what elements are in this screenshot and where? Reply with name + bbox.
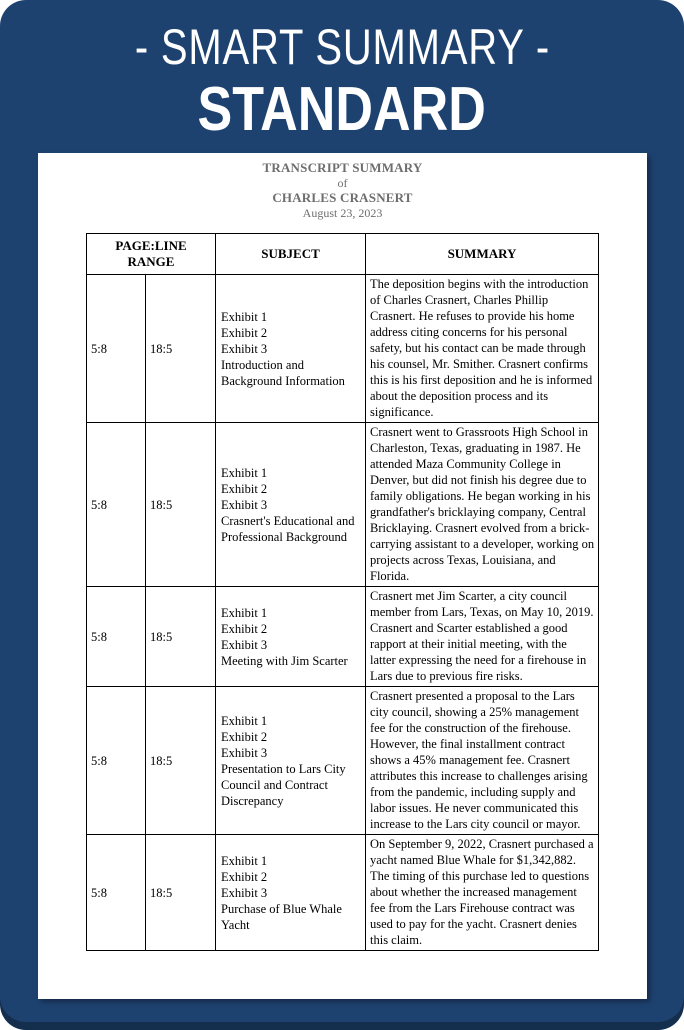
document-title-line-1: TRANSCRIPT SUMMARY	[262, 160, 423, 175]
header-page-line-range: PAGE:LINE RANGE	[87, 233, 216, 275]
banner-subtitle: - SMART SUMMARY -	[134, 19, 550, 75]
document-title-line-4: August 23, 2023	[302, 205, 383, 220]
banner	[0, 0, 684, 145]
table-header	[87, 233, 599, 275]
table-row	[87, 423, 599, 587]
subject-cell: Exhibit 1 Exhibit 2 Exhibit 3 Crasnert's Educational and Professional Background	[216, 423, 366, 587]
document-title-line-3: CHARLES CRASNERT	[272, 189, 413, 205]
page-line-end-cell: 18:5	[146, 835, 216, 951]
page-line-end-cell: 18:5	[146, 687, 216, 835]
subject-cell: Exhibit 1 Exhibit 2 Exhibit 3 Meeting with Jim Scarter	[216, 587, 366, 687]
summary-cell: Crasnert met Jim Scarter, a city council member from Lars, Texas, on May 10, 2019. Crasnert and Scarter established a good rapport at their initial meeting, with the latter expressing the need for a firehouse in Lars due to previous fire risks.	[366, 587, 599, 687]
table-body	[87, 275, 599, 951]
banner-title-row	[0, 76, 684, 145]
transcript-summary-table	[86, 233, 599, 952]
banner-subtitle-row	[0, 18, 684, 76]
document-title-block	[38, 160, 647, 220]
subject-cell: Exhibit 1 Exhibit 2 Exhibit 3 Purchase of Blue Whale Yacht	[216, 835, 366, 951]
page-line-start-cell: 5:8	[87, 835, 146, 951]
banner-title: STANDARD	[197, 75, 487, 144]
table-row	[87, 835, 599, 951]
page-line-end-cell: 18:5	[146, 423, 216, 587]
summary-cell: The deposition begins with the introduction of Charles Crasnert, Charles Phillip Crasnert. He refuses to provide his home address citing concerns for his personal safety, but his contact can be made through his counsel, Mr. Smither. Crasnert confirms this is his first deposition and he is informed about the deposition process and its significance.	[366, 275, 599, 423]
table-row	[87, 275, 599, 423]
table-header-row	[87, 233, 599, 275]
table-row	[87, 587, 599, 687]
page-line-start-cell: 5:8	[87, 423, 146, 587]
page-line-start-cell: 5:8	[87, 587, 146, 687]
page-line-start-cell: 5:8	[87, 687, 146, 835]
header-summary: SUMMARY	[366, 233, 599, 275]
summary-cell: On September 9, 2022, Crasnert purchased a yacht named Blue Whale for $1,342,882. The timing of this purchase led to questions about whether the increased management fee from the Lars Firehouse contract was used to pay for the yacht. Crasnert denies this claim.	[366, 835, 599, 951]
document-title-line-2: of	[337, 175, 348, 190]
subject-cell: Exhibit 1 Exhibit 2 Exhibit 3 Introduction and Background Information	[216, 275, 366, 423]
subject-cell: Exhibit 1 Exhibit 2 Exhibit 3 Presentation to Lars City Council and Contract Discrepancy	[216, 687, 366, 835]
page-line-end-cell: 18:5	[146, 275, 216, 423]
summary-cell: Crasnert went to Grassroots High School in Charleston, Texas, graduating in 1987. He attended Maza Community College in Denver, but did not finish his degree due to family obligations. He began working in his grandfather's bricklaying company, Central Bricklaying. Crasnert evolved from a brick-carrying assistant to a developer, working on projects across Texas, Louisiana, and Florida.	[366, 423, 599, 587]
document-page	[38, 153, 647, 999]
page-line-start-cell: 5:8	[87, 275, 146, 423]
header-subject: SUBJECT	[216, 233, 366, 275]
page-line-end-cell: 18:5	[146, 587, 216, 687]
table-row	[87, 687, 599, 835]
summary-cell: Crasnert presented a proposal to the Lars city council, showing a 25% management fee for the construction of the firehouse. However, the final installment contract shows a 45% management fee. Crasnert attributes this increase to challenges arising from the pandemic, including supply and labor issues. He never communicated this increase to the Lars city council or mayor.	[366, 687, 599, 835]
